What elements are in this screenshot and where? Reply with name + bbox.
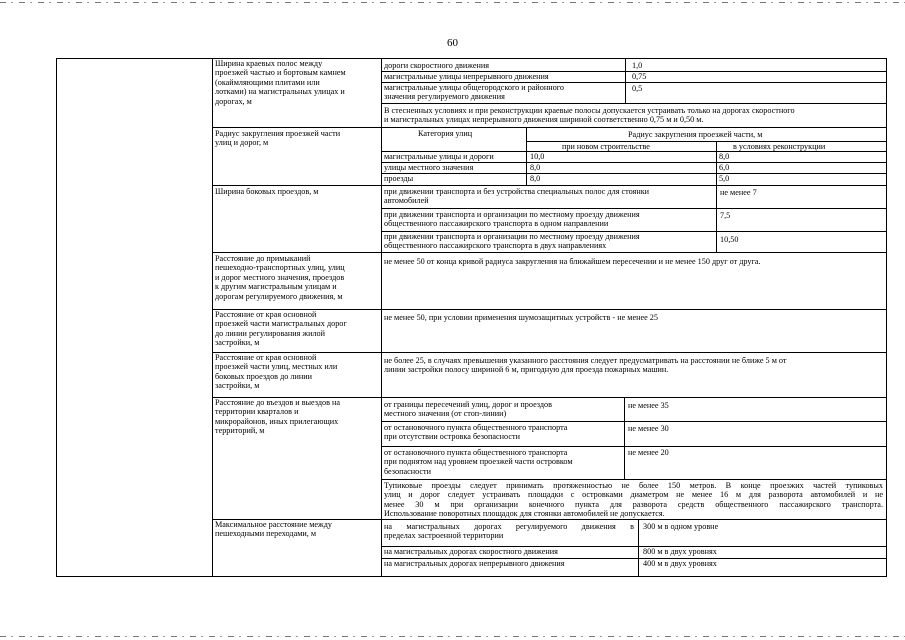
curb-radius-new: 8,0 <box>530 163 541 172</box>
scan-artifact-top <box>0 2 905 3</box>
edge-strip-value: 0,5 <box>632 84 643 93</box>
page-number: 60 <box>447 37 458 49</box>
curb-radius-header-radius: Радиус закругления проезжей части, м <box>628 130 763 139</box>
edge-strip-item: дороги скоростного движения <box>384 61 490 70</box>
main-edge-text: не менее 50, при условии применения шумозащитных устройств - не менее 25 <box>384 313 658 322</box>
curb-radius-header-category: Категория улиц <box>418 129 473 138</box>
side-drive-value: 7,5 <box>720 211 731 220</box>
crossing-item: на магистральных дорогах непрерывного движения <box>384 559 565 568</box>
edge-strips-note: В стесненных условиях и при реконструкции краевые полосы допускается устраивать только на дорогах скоростного и магистральных улицах непрерывного движения шириной соответственно 0,75 м и 0,50 м. <box>384 106 795 125</box>
junctions-label: Расстояние до примыканий пешеходно-транспортных улиц, улиц и дорог местного значения, проездов к другим магистральным улицам и дорогам регулируемого движения, м <box>215 254 345 301</box>
crossing-value: 800 м в двух уровнях <box>643 547 717 556</box>
entrance-value: не менее 30 <box>628 424 669 433</box>
curb-radius-new: 8,0 <box>530 174 541 183</box>
crossings-label: Максимальное расстояние между пешеходными переходами, м <box>215 520 332 539</box>
crossing-value: 400 м в двух уровнях <box>643 559 717 568</box>
entrance-item: от остановочного пункта общественного транспорта при поднятом над уровнем проезжей части островком безопасности <box>384 448 573 476</box>
curb-radius-recon: 5,0 <box>719 174 730 183</box>
entrance-value: не менее 20 <box>628 448 669 457</box>
entrance-value: не менее 35 <box>628 401 669 410</box>
entrances-label: Расстояние до въездов и выездов на территории кварталов и микрорайонов, иных прилегающих территорий, м <box>215 398 341 436</box>
side-drive-value: 10,50 <box>720 235 739 244</box>
crossing-value: 300 м в одном уровне <box>643 522 719 531</box>
local-edge-label: Расстояние от края основной проезжей части улиц, местных или боковых проездов до линии застройки, м <box>215 353 338 391</box>
edge-strip-item: магистральные улицы непрерывного движения <box>384 72 549 81</box>
entrance-item: от остановочного пункта общественного транспорта при отсутствии островка безопасности <box>384 423 568 442</box>
junctions-text: не менее 50 от конца кривой радиуса закругления на ближайшем пересечении и не менее 150 друг от друга. <box>384 257 761 266</box>
curb-radius-category: улицы местного значения <box>384 163 474 172</box>
edge-strips-label: Ширина краевых полос между проезжей частью и бортовым камнем (окаймляющими плитами или лотками) на магистральных улицах и дорогах, м <box>215 59 346 106</box>
side-drive-item: при движении транспорта и организации по местному проезду движения общественного пассажирского транспорта в двух направлениях <box>384 232 640 251</box>
edge-strip-value: 0,75 <box>632 72 647 81</box>
curb-radius-new: 10,0 <box>530 152 545 161</box>
curb-radius-recon: 8,0 <box>719 152 730 161</box>
curb-radius-recon: 6,0 <box>719 163 730 172</box>
curb-radius-sub-recon: в условиях реконструкции <box>733 142 826 151</box>
curb-radius-category: магистральные улицы и дороги <box>384 152 494 161</box>
edge-strip-item: магистральные улицы общегородского и районного значения регулируемого движения <box>384 83 565 102</box>
side-drive-value: не менее 7 <box>720 188 757 197</box>
curb-radius-category: проезды <box>384 174 414 183</box>
edge-strip-value: 1,0 <box>632 61 643 70</box>
scan-artifact-bottom <box>0 636 905 637</box>
curb-radius-label: Радиус закругления проезжей части улиц и дорог, м <box>215 129 341 148</box>
side-drives-label: Ширина боковых проездов, м <box>215 187 319 196</box>
curb-radius-sub-new: при новом строительстве <box>562 142 650 151</box>
main-edge-label: Расстояние от края основной проезжей части магистральных дорог до линии регулирования жилой застройки, м <box>215 310 347 348</box>
crossing-item: на магистральных дорогах скоростного движения <box>384 547 558 556</box>
local-edge-text: не более 25, в случаях превышения указанного расстояния следует предусматривать на расстоянии не ближе 5 м от линии застройки полосу шириной 6 м, пригодную для проезда пожарных машин. <box>384 356 787 375</box>
crossing-item: на магистральных дорогах регулируемого движения в пределах застроенной территории <box>384 522 634 541</box>
entrance-item: от границы пересечений улиц, дорог и проездов местного значения (от стоп-линии) <box>384 400 553 419</box>
side-drive-item: при движении транспорта и организации по местному проезду движения общественного пассажирского транспорта в одном направлении <box>384 210 640 229</box>
entrances-note: Тупиковые проезды следует принимать протяженностью не более 150 метров. В конце проезжих частей тупиковых улиц и дорог следует устраивать площадки с островками диаметром не менее 16 м для разворота автомобилей и не менее 30 м при организации конечного пункта для разворота средств общественного пассажирского транспорта. Использование поворотных площадок для стоянки автомобилей не допускается. <box>384 481 883 518</box>
side-drive-item: при движении транспорта и без устройства специальных полос для стоянки автомобилей <box>384 187 650 206</box>
